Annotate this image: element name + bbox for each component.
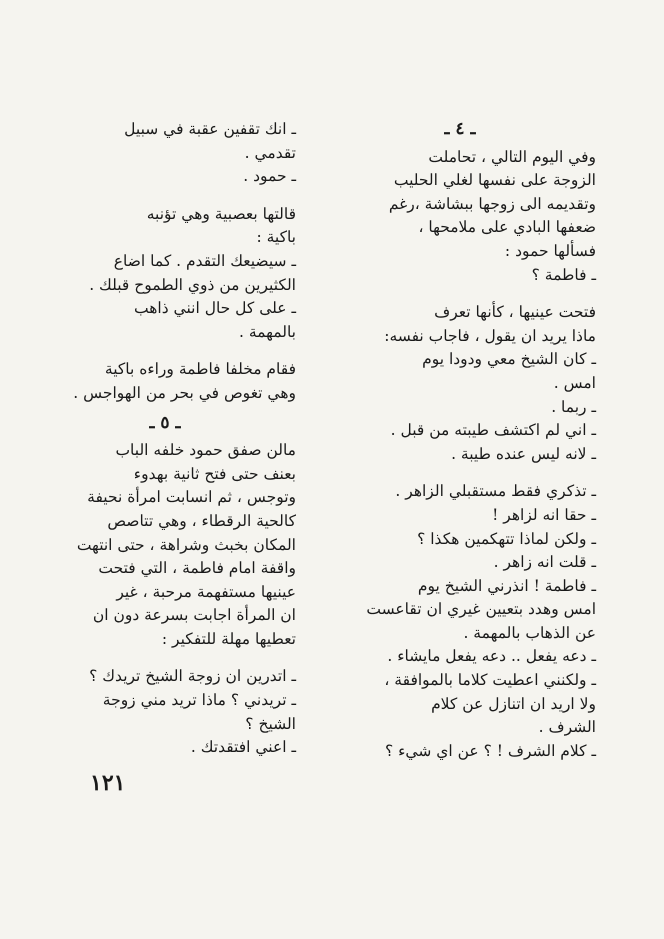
text-line: ـ اتدرين ان زوجة الشيخ تريدك ؟ [89,667,296,686]
text-line: ـ تذكري فقط مستقبلي الزاهر . [395,482,596,501]
text-line: كالحية الرقطاء ، وهي تتاصص [107,511,296,530]
text-line: ـ حمود . [243,167,296,186]
text-line: بالمهمة . [239,322,296,341]
text-line: ـ لانه ليس عنده طيبة . [451,444,596,463]
text-line: تقدمي . [244,143,296,162]
text-line: ـ اني لم اكتشف طيبته من قبل . [390,421,596,440]
text-line: عينيها مستفهمة مرحبة ، غير [116,582,296,601]
text-line: ـ فاطمة ! انذرني الشيخ يوم [417,576,596,595]
text-line: ـ كلام الشرف ! ؟ عن اي شيء ؟ [384,741,596,760]
text-line: ـ فاطمة ؟ [531,265,596,284]
text-line: المكان بخبث وشراهة ، حتى انتهت [76,535,296,554]
text-line: ـ على كل حال انني ذاهب [134,299,296,318]
text-line: ان المرأة اجابت بسرعة دون ان [92,606,296,625]
text-line: ـ ربما . [551,397,596,416]
text-line: فقام مخلفا فاطمة وراءه باكية [104,360,296,379]
text-line: ـ ولكن لماذا تتهكمين هكذا ؟ [417,529,596,548]
text-line: ـ انك تقفين عقبة في سبيل [124,120,296,138]
paragraph-gap [34,344,296,358]
text-line: قالتها بعصبية وهي تؤنبه [146,204,296,223]
page-number: ١٢١ [90,770,126,796]
text-line: امس وهدد بتعيين غيري ان تقاعست [366,600,596,619]
text-line: ـ كان الشيخ معي ودودا يوم [422,350,596,369]
chapter-heading-5: ـ ٥ ـ [149,412,181,433]
text-line: الشرف . [538,718,596,737]
text-line: ـ حقا انه لزاهر ! [492,505,596,524]
column-gutter [350,134,351,774]
text-line: فسألها حمود : [504,241,596,260]
text-line: ـ اعني افتقدتك . [190,738,296,757]
text-line: ضعفها البادي على ملامحها ، [418,218,596,237]
text-line: ماذا يريد ان يقول ، فاجاب نفسه: [384,326,596,345]
text-line: ولا اريد ان اتنازل عن كلام [431,694,596,713]
text-line: ـ ولكنني اعطيت كلاما بالموافقة ، [384,671,596,690]
text-line: ـ تريدني ؟ ماذا تريد مني زوجة [102,691,296,710]
text-line: الشيخ ؟ [245,714,296,733]
paragraph-gap [324,466,596,480]
text-line: الزوجة على نفسها لغلي الحليب [393,171,596,190]
paragraph-gap [34,189,296,203]
text-line: وتوجس ، ثم انسابت امرأة نحيفة [87,488,296,507]
text-line: بعنف حتى فتح ثانية بهدوء [133,464,296,483]
text-line: وفي اليوم التالي ، تحاملت [428,147,596,166]
chapter-heading-4: ـ ٤ ـ [444,119,476,139]
text-line: وتقديمه الى زوجها ببشاشة ،رغم [388,194,596,213]
text-line: باكية : [256,228,296,247]
text-line: امس . [553,373,596,392]
text-line: تعطيها مهلة للتفكير : [161,629,296,648]
text-line: فتحت عينيها ، كأنها تعرف [434,303,596,322]
text-line: واقفة امام فاطمة ، التي فتحت [98,559,296,578]
text-line: الكثيرين من ذوي الطموح قبلك . [89,275,296,294]
paragraph-gap [34,651,296,665]
right-column [324,118,596,763]
text-line: ـ دعه يفعل .. دعه يفعل مايشاء . [387,647,596,666]
text-line: مالن صفق حمود خلفه الباب [115,441,296,460]
paragraph-gap [324,287,596,301]
text-line: وهي تغوص في بحر من الهواجس . [73,383,296,402]
text-line: عن الذهاب بالمهمة . [463,623,596,642]
left-column [34,118,296,760]
text-line: ـ سيضيعك التقدم . كما اضاع [113,251,296,270]
text-line: ـ قلت انه زاهر . [493,553,596,572]
